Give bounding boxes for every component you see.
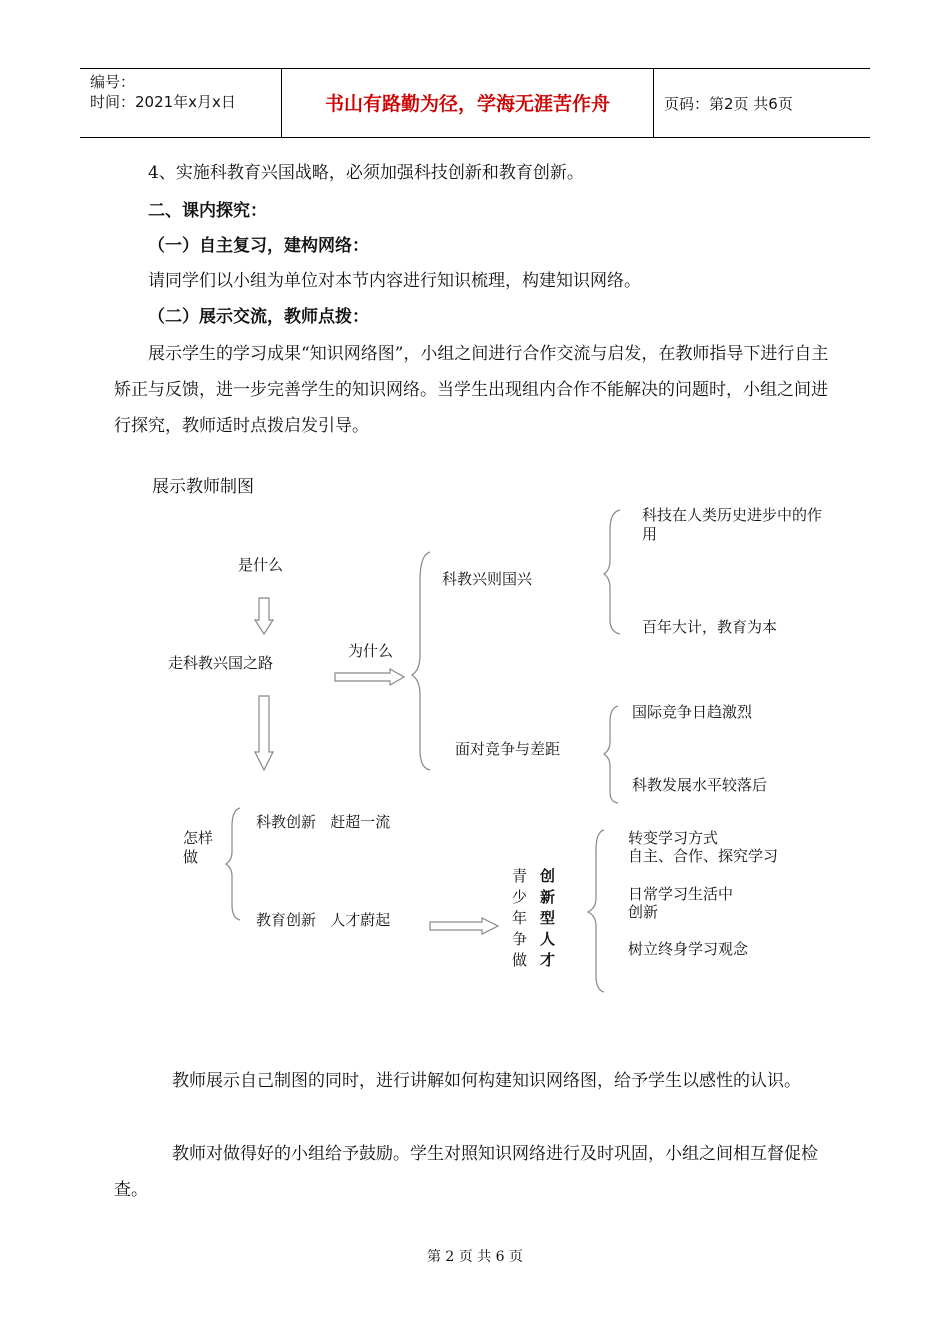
label-role: 科技在人类历史进步中的作用 [642,506,823,543]
brace [412,552,430,770]
number-label: 编号： [90,73,136,91]
brace [604,510,620,634]
label-daily-innov: 创新 [628,903,659,921]
section-heading: 二、课内探究： [148,201,267,221]
diagram-intro: 展示教师制图 [152,477,254,497]
label-change: 转变学习方式 [628,829,719,847]
page-footer: 第 2 页 共 6 页 [426,1249,524,1265]
subsection-2: （二）展示交流，教师点拨： [148,307,369,327]
closing-paragraph-1: 教师展示自己制图的同时，进行讲解如何构建知识网络图，给予学生以感性的认识。 [172,1071,801,1091]
label-plan: 百年大计，教育为本 [642,618,778,636]
label-talent: 创新型人才 [540,867,556,969]
label-kejiao: 科教兴则国兴 [442,570,533,588]
label-self: 自主、合作、探究学习 [628,847,779,865]
label-lifelong: 树立终身学习观念 [628,940,749,958]
motto: 书山有路勤为径，学海无涯苦作舟 [324,93,610,115]
label-daily: 日常学习生活中 [628,885,734,903]
brace [588,830,604,992]
brace [604,706,618,803]
label-road: 走科教兴国之路 [168,654,274,672]
right-arrow [335,669,404,685]
label-compete: 面对竞争与差距 [455,740,561,758]
label-intl: 国际竞争日趋激烈 [632,703,753,721]
label-youth: 青少年争做 [512,867,530,969]
label-tech-innov: 科教创新 赶超一流 [256,813,391,831]
label-why: 为什么 [348,642,394,660]
label-edu-innov: 教育创新 人才蔚起 [256,911,391,929]
right-arrow [430,918,498,934]
time-label: 时间：2021年x月x日 [90,93,236,111]
label-how: 怎样做 [183,829,214,866]
page-label: 页码：第2页 共6页 [664,95,793,113]
label-backward: 科教发展水平较落后 [632,776,768,794]
subsection-1-text: 请同学们以小组为单位对本节内容进行知识梳理，构建知识网络。 [148,271,641,291]
subsection-1: （一）自主复习，建构网络： [148,236,369,256]
item-4: 4、实施科教育兴国战略，必须加强科技创新和教育创新。 [148,163,584,183]
closing-paragraph-2: 教师对做得好的小组给予鼓励。学生对照知识网络进行及时巩固，小组之间相互督促检查。 [114,1144,818,1200]
brace [226,808,240,920]
down-arrow [255,696,273,770]
down-arrow [255,598,273,634]
label-what: 是什么 [238,556,284,574]
subsection-2-text: 展示学生的学习成果“知识网络图”，小组之间进行合作交流与启发，在教师指导下进行自主矫正与反馈，进一步完善学生的知识网络。当学生出现组内合作不能解决的问题时，小组之间进行探究，教师适时点拨启发引导。 [114,344,829,436]
